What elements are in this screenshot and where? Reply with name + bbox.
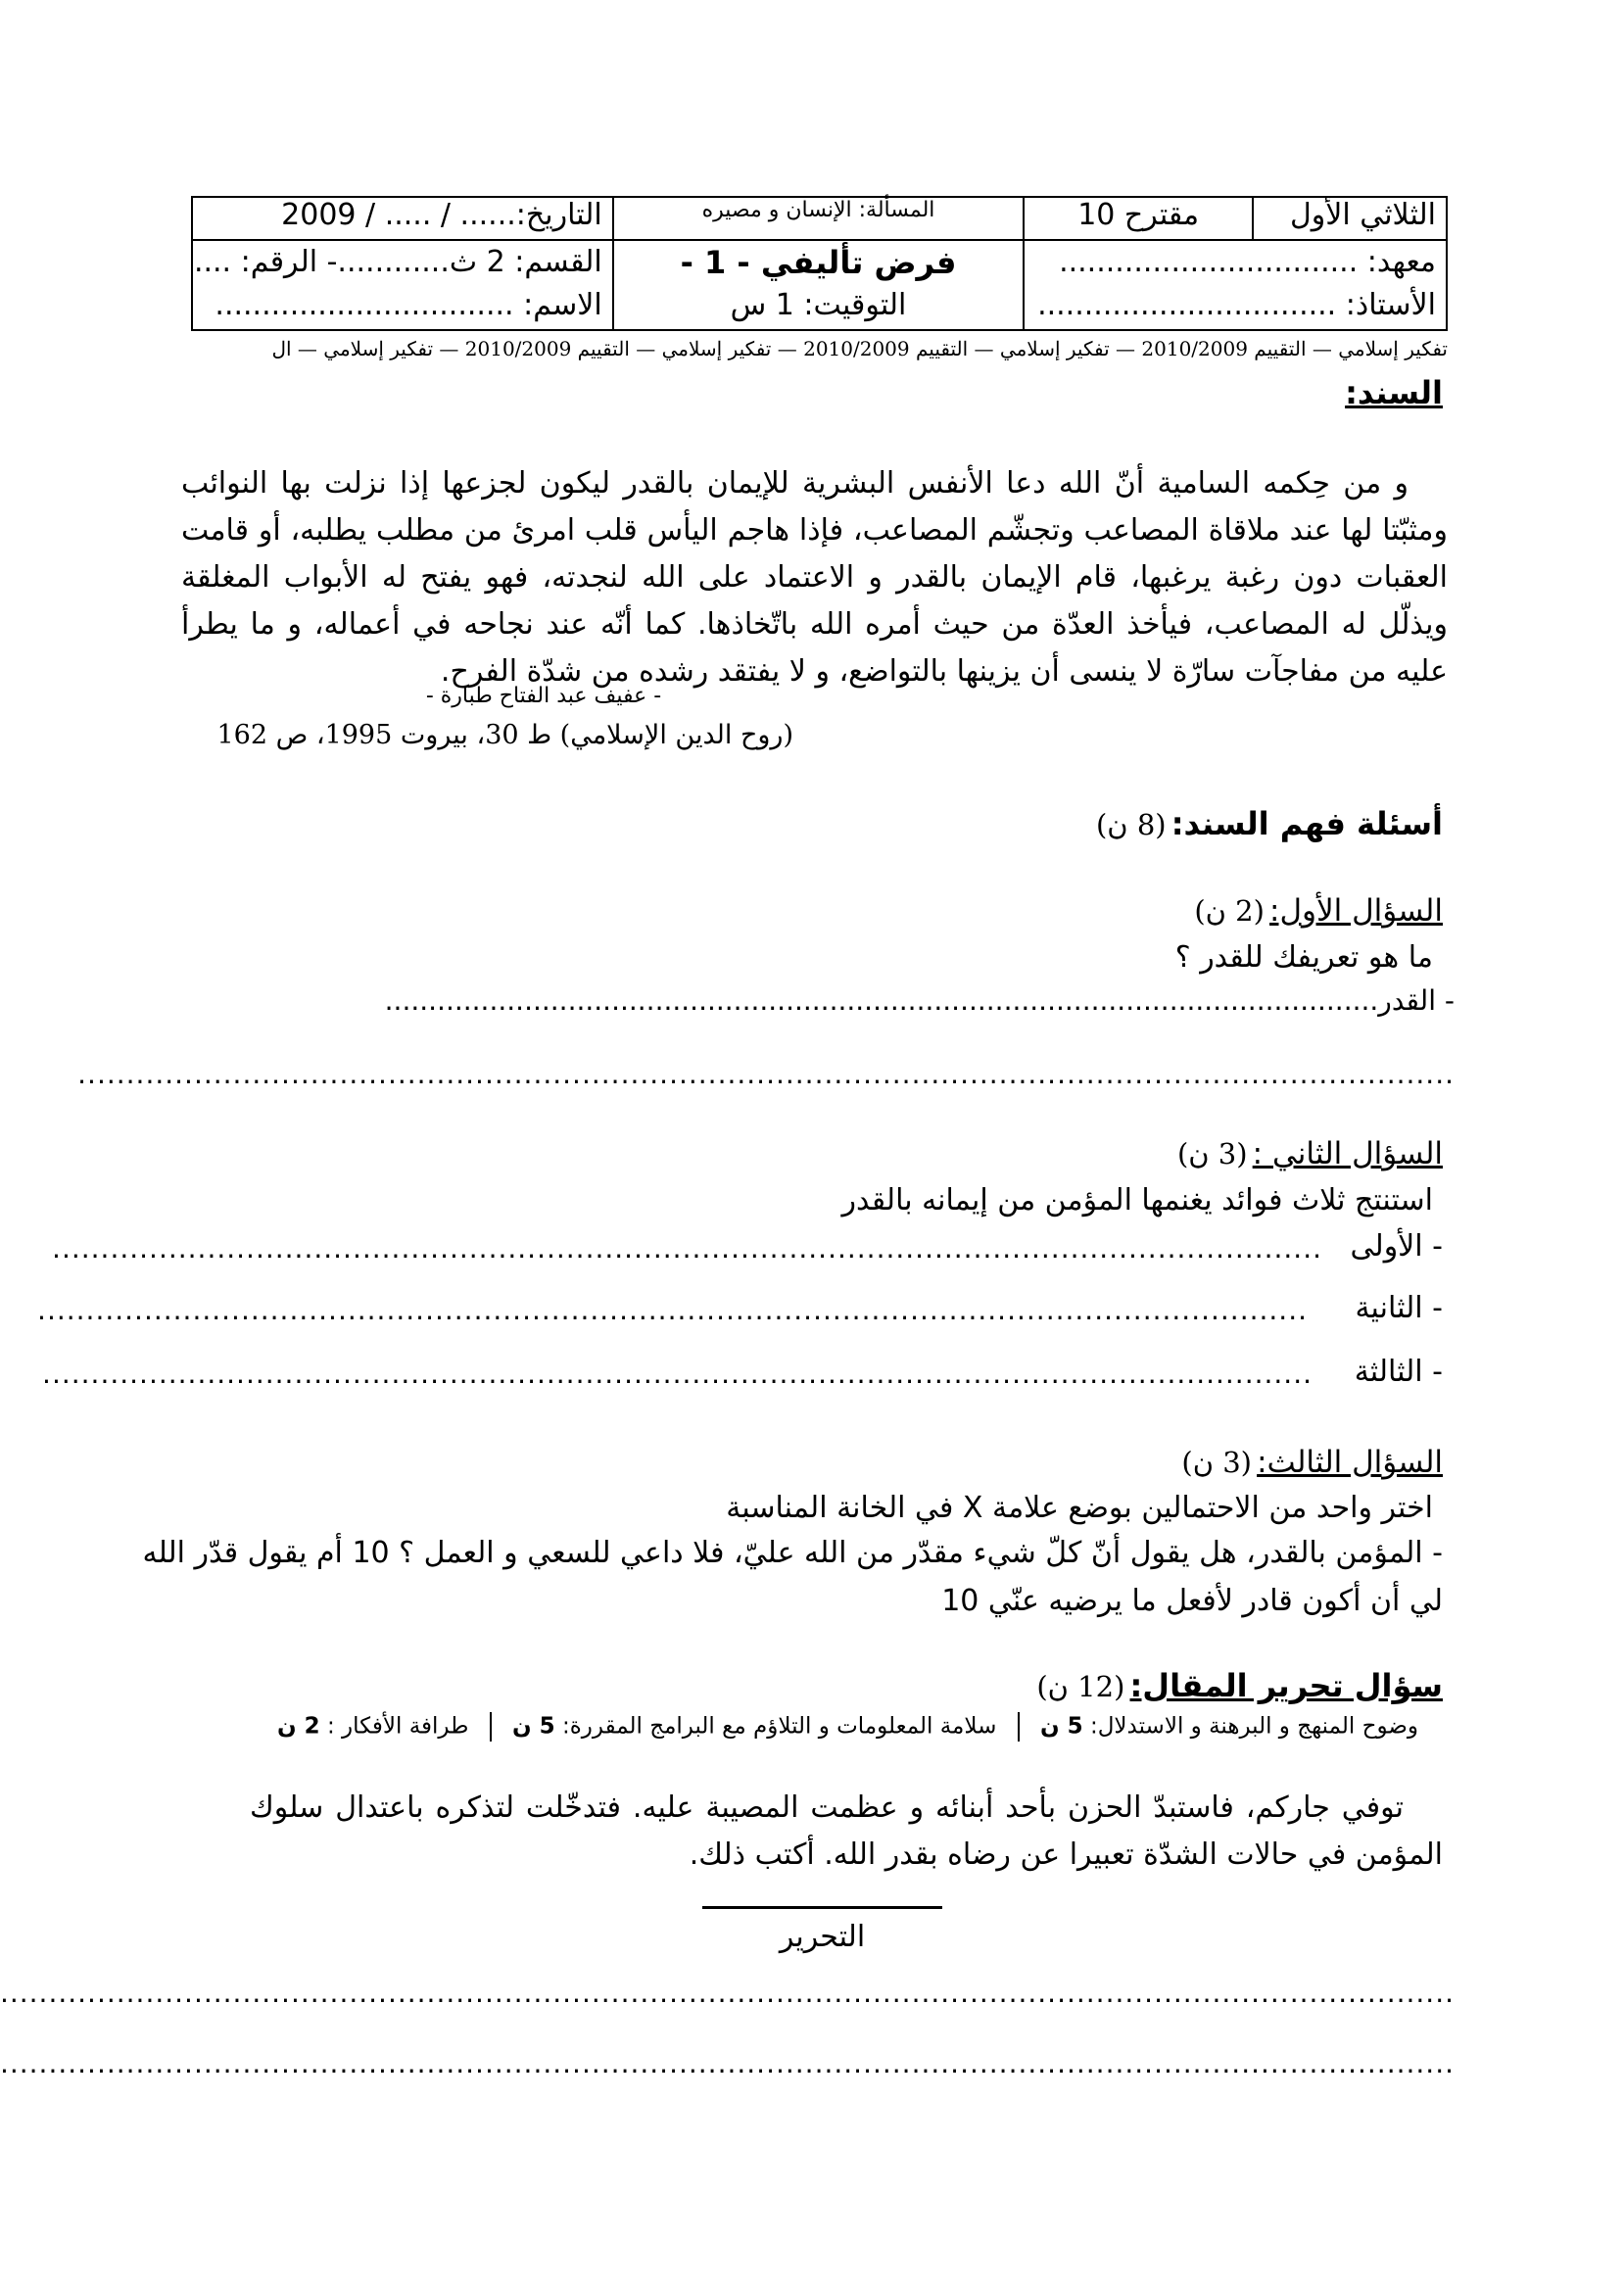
q2-answer-3-label: - الثالثة — [1354, 1355, 1443, 1389]
q1-points: (2 ن) — [1194, 894, 1265, 928]
q3-title: السؤال الثالث: — [1257, 1445, 1443, 1480]
essay-title-row — [1036, 1667, 1443, 1704]
essay-label: سؤال تحرير المقال: — [1129, 1667, 1443, 1704]
date-field: التاريخ:...... / ..... / 2009 — [281, 198, 602, 232]
q2-answer-2-label: - الثانية — [1355, 1291, 1443, 1325]
q3-instruction: اختر واحد من الاحتمالين بوضع علامة X في الخانة المناسبة — [726, 1491, 1433, 1525]
criterion-information: سلامة المعلومات و التلاؤم مع البرامج المقررة: 5 ن — [512, 1713, 997, 1740]
criteria-divider — [490, 1712, 492, 1742]
q2-answer-1-line[interactable]: ................................................................................................................................... — [52, 1232, 1322, 1265]
term-cell — [1253, 197, 1447, 240]
watermark-band: تفكير إسلامي — التقييم 2010/2009 — تفكير إسلامي — التقييم 2010/2009 — تفكير إسلامي — التقييم 2010/2009 — تفكير إسلامي — ال — [271, 337, 1448, 360]
q2-title: السؤال الثاني : — [1252, 1136, 1443, 1171]
essay-points: (12 ن) — [1036, 1670, 1125, 1703]
issue-cell — [613, 197, 1024, 240]
sanad-source: (روح الدين الإسلامي) ط 30، بيروت 1995، ص 162 — [216, 720, 793, 750]
q3-title-row — [1181, 1445, 1443, 1480]
questions-label: أسئلة فهم السند: — [1170, 805, 1443, 842]
essay-prompt: توفي جاركم، فاستبدّ الحزن بأحد أبنائه و عظمت المصيبة عليه. فتدخّلت لتذكره باعتدال سلوك المؤمن في حالات الشدّة تعبيرا عن رضاه بقدر الله. أكتب ذلك. — [250, 1790, 1443, 1872]
q2-points: (3 ن) — [1176, 1137, 1248, 1170]
q3-statement-line-1: - المؤمن بالقدر، هل يقول أنّ كلّ شيء مقدّر من الله عليّ، فلا داعي للسعي و العمل ؟ 10 أم يقول قدّر الله — [142, 1536, 1443, 1570]
issue-label: المسألة: الإنسان و مصيره — [701, 198, 935, 222]
sanad-label: السند: — [1345, 374, 1443, 411]
name-field: الاسم: ................................ — [215, 288, 602, 322]
essay-answer-line-2[interactable]: ...................................................................................................................................................... — [0, 2047, 1455, 2079]
questions-header — [1096, 805, 1443, 842]
q2-answer-1-label: - الأولى — [1350, 1229, 1443, 1264]
q1-title: السؤال الأول: — [1269, 893, 1443, 929]
sanad-text: و من حِكمه السامية أنّ الله دعا الأنفس البشرية للإيمان بالقدر ليكون لجزعها إذا نزلت بها النوائب ومثبّتا لها عند ملاقاة المصاعب وتجشّم المصاعب، فإذا هاجم اليأس قلب امرئ من مطلب يطلبه، أو قامت العقبات دون رغبة يرغبها، قام الإيمان بالقدر و الاعتماد على الله لنجدته، فهو يفتح له الأبواب المغلقة ويذلّل له المصاعب، فيأخذ العدّة من حيث أمره الله باتّخاذها. كما أنّه عند نجاحه في أعماله، و ما يطرأ عليه من مفاجآت سارّة لا ينسى أن يزينها بالتواضع، و لا يفتقد رشده من شدّة الفرح. — [181, 466, 1448, 689]
sanad-author: - عفيف عبد الفتاح طبارة - — [425, 684, 662, 708]
q2-answer-2-line[interactable]: ................................................................................................................................... — [37, 1294, 1308, 1326]
date-cell — [192, 197, 613, 240]
q2-title-row — [1177, 1136, 1443, 1171]
q3-statement-line-2: لي أن أكون قادر لأفعل ما يرضيه عنّي 10 — [941, 1584, 1443, 1618]
class-cell — [192, 240, 613, 330]
proposal-label: مقترح 10 — [1077, 198, 1200, 232]
q2-question: استنتج ثلاث فوائد يغنمها المؤمن من إيمانه بالقدر — [841, 1183, 1433, 1217]
exam-type-cell — [613, 240, 1024, 330]
class-number-field: القسم: 2 ث............- الرقم: .... — [193, 245, 602, 279]
q1-answer-line-1[interactable]: - القدر.................................................................................................................. — [384, 984, 1455, 1017]
q1-answer-line-2[interactable]: .............................................................................................................................................. — [77, 1058, 1455, 1090]
institute-cell — [1024, 240, 1447, 330]
duration-label: التوقيت: 1 س — [730, 288, 907, 322]
essay-answer-line-1[interactable]: ...................................................................................................................................................... — [0, 1977, 1455, 2009]
heading-divider — [702, 1906, 942, 1909]
institute-field: معهد: ................................ — [1059, 245, 1436, 279]
exam-type-title: فرض تأليفي - 1 - — [680, 244, 957, 281]
essay-heading: التحرير — [779, 1920, 866, 1954]
q2-answer-3-line[interactable]: ................................................................................................................................... — [42, 1358, 1313, 1390]
header-table — [191, 196, 1448, 331]
criterion-method: وضوح المنهج و البرهنة و الاستدلال: 5 ن — [1040, 1713, 1418, 1740]
questions-points: (8 ن) — [1095, 808, 1167, 841]
proposal-cell — [1024, 197, 1253, 240]
q1-question: ما هو تعريفك للقدر ؟ — [1174, 940, 1433, 975]
essay-criteria — [277, 1712, 1418, 1742]
term-label: الثلاثي الأول — [1289, 198, 1436, 232]
criterion-originality: طرافة الأفكار : 2 ن — [277, 1713, 469, 1740]
teacher-field: الأستاذ: ................................ — [1037, 288, 1436, 322]
criteria-divider — [1018, 1712, 1020, 1742]
q1-title-row — [1194, 893, 1443, 929]
q3-points: (3 ن) — [1181, 1446, 1252, 1479]
